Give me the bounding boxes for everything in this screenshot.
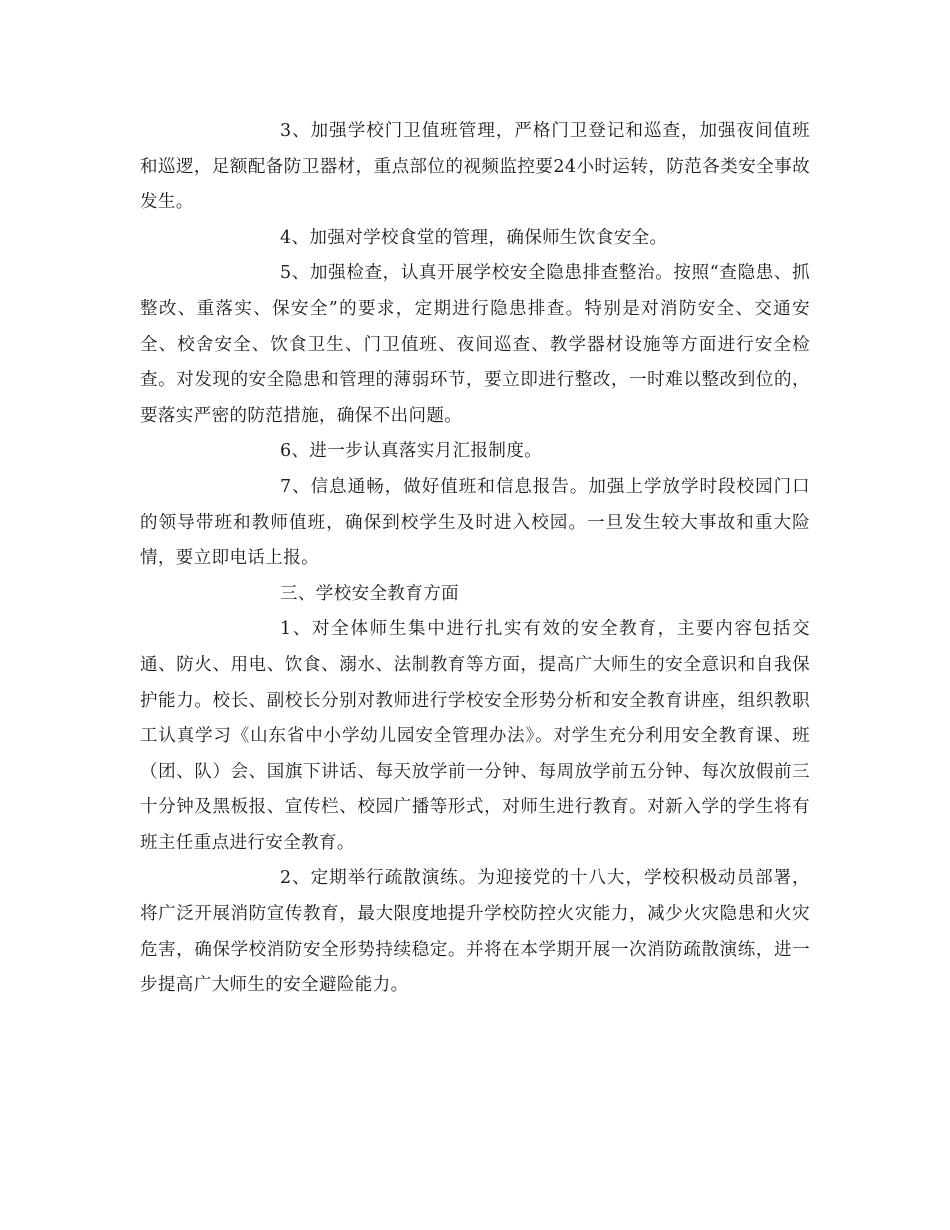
paragraph-item-7-information: 7、信息通畅，做好值班和信息报告。加强上学放学时段校园门口的领导带班和教师值班，确保到校学生及时进入校园。一旦发生较大事故和重大险情，要立即电话上报。: [140, 476, 810, 569]
paragraph-item-4-canteen: 4、加强对学校食堂的管理，确保师生饮食安全。: [280, 227, 668, 248]
paragraph-item-2-evacuation-drill: 2、定期举行疏散演练。为迎接党的十八大，学校积极动员部署，将广泛开展消防宣传教育，最大限度地提升学校防控火灾能力，减少火灾隐患和火灾危害，确保学校消防安全形势持续稳定。并将在本学期开展一次消防疏散演练，进一步提高广大师生的安全避险能力。: [140, 868, 810, 996]
document-body: [140, 114, 810, 1004]
paragraph-item-5-inspection: 5、加强检查，认真开展学校安全隐患排查整治。按照“查隐患、抓整改、重落实、保安全”的要求，定期进行隐患排查。特别是对消防安全、交通安全、校舍安全、饮食卫生、门卫值班、夜间巡查、教学器材设施等方面进行安全检查。对发现的安全隐患和管理的薄弱环节，要立即进行整改，一时难以整改到位的，要落实严密的防范措施，确保不出问题。: [140, 263, 810, 426]
paragraph-item-1-education: 1、对全体师生集中进行扎实有效的安全教育，主要内容包括交通、防火、用电、饮食、溺水、法制教育等方面，提高广大师生的安全意识和自我保护能力。校长、副校长分别对教师进行学校安全形势分析和安全教育讲座，组织教职工认真学习《山东省中小学幼儿园安全管理办法》。对学生充分利用安全教育课、班（团、队）会、国旗下讲话、每天放学前一分钟、每周放学前五分钟、每次放假前三十分钟及黑板报、宣传栏、校园广播等形式，对师生进行教育。对新入学的学生将有班主任重点进行安全教育。: [140, 619, 810, 853]
paragraph-item-6-monthly-report: 6、进一步认真落实月汇报制度。: [280, 441, 543, 462]
paragraph-item-3-gate-duty: 3、加强学校门卫值班管理，严格门卫登记和巡查，加强夜间值班和巡逻，足额配备防卫器材，重点部位的视频监控要24小时运转，防范各类安全事故发生。: [140, 121, 810, 213]
section-heading-safety-education: 三、学校安全教育方面: [280, 583, 459, 604]
